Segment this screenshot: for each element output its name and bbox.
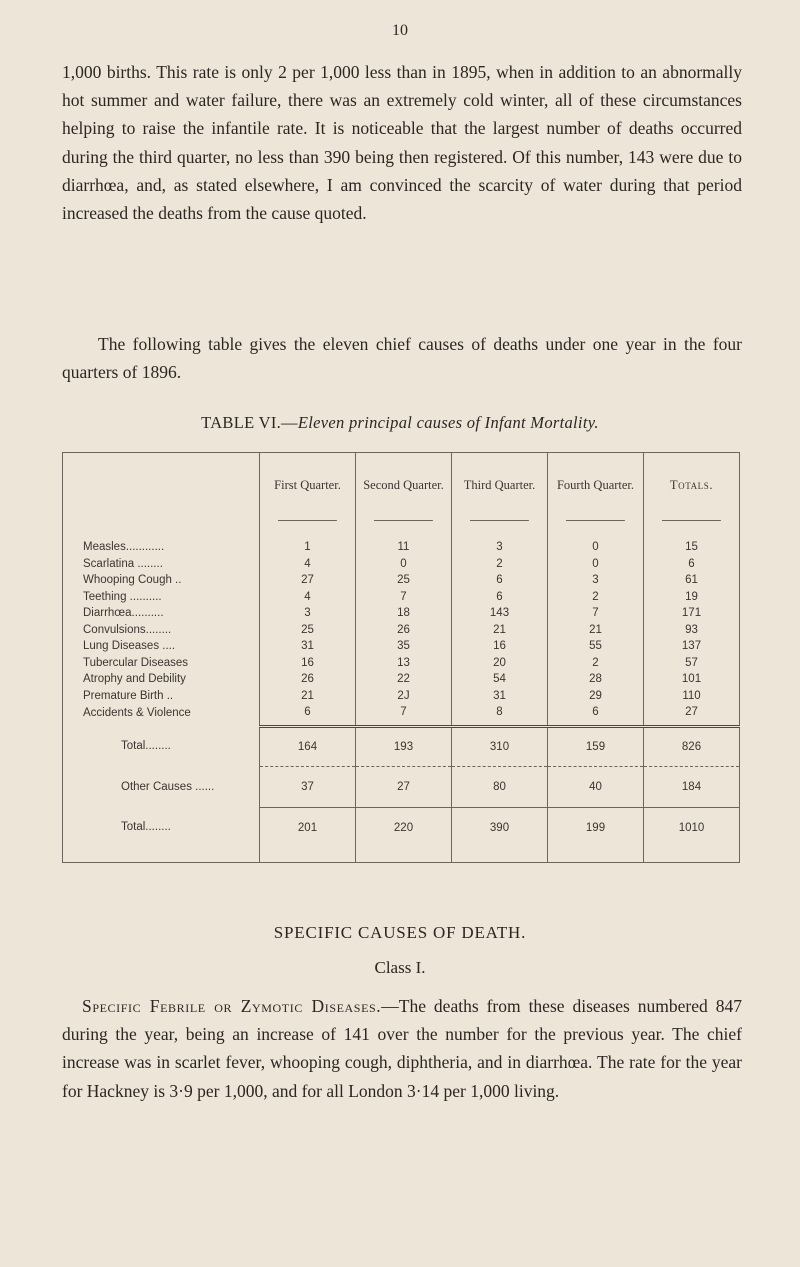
total-label: Total........ <box>121 740 171 752</box>
cause-label: Scarlatina ........ <box>83 557 163 570</box>
cell-value: 27 <box>356 766 452 807</box>
cell-value: 220 <box>356 807 452 848</box>
cell-value: 4 <box>260 589 356 606</box>
cell-value: 11 <box>356 539 452 556</box>
section-heading: SPECIFIC CAUSES OF DEATH. <box>273 923 527 942</box>
cell-value: 0 <box>548 539 644 556</box>
table-row <box>63 572 740 589</box>
cell-value: 25 <box>260 622 356 639</box>
cell-total: 1010 <box>644 807 740 848</box>
cell-value: 20 <box>452 655 548 672</box>
cell-total: 184 <box>644 766 740 807</box>
cell-value: 1 <box>260 539 356 556</box>
table-row <box>63 556 740 573</box>
cell-value: 55 <box>548 638 644 655</box>
cell-value: 31 <box>452 688 548 705</box>
cell-value: 80 <box>452 766 548 807</box>
paragraph-body: —The deaths from these diseases numbered 847 during the year, being an increase of 141 over the number for the previous year. The chief increase was in scarlet fever, whooping cough, diphtheria, and in diarrhœa. The rate for the year for Hackney is 3·9 per 1,000, and for all London 3·14 per 1,000 living. <box>62 996 742 1101</box>
cell-value: 37 <box>260 766 356 807</box>
cell-value: 6 <box>260 704 356 726</box>
cell-total: 110 <box>644 688 740 705</box>
table-row <box>63 605 740 622</box>
cell-value: 18 <box>356 605 452 622</box>
cell-value: 21 <box>452 622 548 639</box>
cell-value: 2J <box>356 688 452 705</box>
cell-total: 171 <box>644 605 740 622</box>
total-row <box>63 726 740 766</box>
cell-value: 13 <box>356 655 452 672</box>
cell-value: 310 <box>452 726 548 766</box>
header-first-quarter: First Quarter. <box>260 453 356 518</box>
paragraph-lead: Specific Febrile or Zymotic Diseases. <box>82 996 382 1016</box>
cell-value: 31 <box>260 638 356 655</box>
cell-value: 6 <box>548 704 644 726</box>
cell-value: 2 <box>548 589 644 606</box>
cell-value: 29 <box>548 688 644 705</box>
cell-value: 199 <box>548 807 644 848</box>
cell-value: 390 <box>452 807 548 848</box>
grand-total-row <box>63 807 740 848</box>
section-subheading: Class I. <box>374 958 426 977</box>
cell-value: 6 <box>452 572 548 589</box>
cell-total: 15 <box>644 539 740 556</box>
grand-total-label: Total........ <box>121 821 171 834</box>
cell-value: 3 <box>548 572 644 589</box>
header-rule-row <box>63 517 740 539</box>
cell-value: 16 <box>452 638 548 655</box>
cell-value: 2 <box>452 556 548 573</box>
table-caption <box>0 413 800 433</box>
cell-value: 28 <box>548 671 644 688</box>
cell-value: 2 <box>548 655 644 672</box>
zymotic-diseases-paragraph <box>62 992 742 1105</box>
table-tail-row <box>63 848 740 863</box>
cell-total: 137 <box>644 638 740 655</box>
cause-label: Measles............ <box>83 541 165 553</box>
table-row <box>63 671 740 688</box>
cause-label: Diarrhœa.......... <box>83 607 164 619</box>
cell-value: 159 <box>548 726 644 766</box>
cell-value: 21 <box>548 622 644 639</box>
table-row <box>63 655 740 672</box>
header-blank <box>63 453 260 518</box>
cause-label: Atrophy and Debility <box>83 673 186 685</box>
cell-total: 101 <box>644 671 740 688</box>
cell-value: 201 <box>260 807 356 848</box>
cell-value: 25 <box>356 572 452 589</box>
table-row <box>63 622 740 639</box>
table-row <box>63 704 740 726</box>
table-header-row <box>63 453 740 518</box>
table-caption-prefix: TABLE VI.— <box>201 413 298 432</box>
header-totals: Totals. <box>644 453 740 518</box>
table-intro-paragraph: The following table gives the eleven chief causes of deaths under one year in the four quarters of 1896. <box>62 334 742 383</box>
cell-total: 19 <box>644 589 740 606</box>
cell-value: 7 <box>356 704 452 726</box>
table-caption-title: Eleven principal causes of Infant Mortality. <box>297 413 599 432</box>
cell-value: 143 <box>452 605 548 622</box>
cell-value: 3 <box>260 605 356 622</box>
cell-value: 0 <box>548 556 644 573</box>
cause-label: Teething .......... <box>83 590 162 603</box>
cell-total: 93 <box>644 622 740 639</box>
infant-mortality-table <box>62 452 740 863</box>
cause-label: Lung Diseases .... <box>83 640 176 652</box>
cause-label: Premature Birth .. <box>83 689 174 702</box>
cell-value: 3 <box>452 539 548 556</box>
cell-value: 26 <box>260 671 356 688</box>
cell-value: 4 <box>260 556 356 573</box>
cell-total: 826 <box>644 726 740 766</box>
table-row <box>63 688 740 705</box>
cell-total: 61 <box>644 572 740 589</box>
cause-label: Convulsions........ <box>83 623 172 636</box>
cell-value: 7 <box>356 589 452 606</box>
cell-value: 0 <box>356 556 452 573</box>
cell-total: 6 <box>644 556 740 573</box>
page-number: 10 <box>392 22 408 39</box>
header-fourth-quarter: Fourth Quarter. <box>548 453 644 518</box>
cell-total: 27 <box>644 704 740 726</box>
cell-total: 57 <box>644 655 740 672</box>
cell-value: 40 <box>548 766 644 807</box>
cell-value: 8 <box>452 704 548 726</box>
cell-value: 6 <box>452 589 548 606</box>
cell-value: 27 <box>260 572 356 589</box>
cell-value: 26 <box>356 622 452 639</box>
cause-label: Tubercular Diseases <box>83 656 189 669</box>
cell-value: 35 <box>356 638 452 655</box>
table-row <box>63 589 740 606</box>
intro-paragraph: 1,000 births. This rate is only 2 per 1,000 less than in 1895, when in addition to an abnormally hot summer and water failure, there was an extremely cold winter, all of these circumstances helping to raise the infantile rate. It is noticeable that the largest number of deaths occurred during the third quarter, no less than 390 being then registered. Of this number, 143 were due to diarrhœa, and, as stated elsewhere, I am convinced the scarcity of water during that period increased the deaths from the cause quoted. <box>62 62 742 224</box>
other-causes-label: Other Causes ...... <box>121 780 215 793</box>
header-second-quarter: Second Quarter. <box>356 453 452 518</box>
cell-value: 16 <box>260 655 356 672</box>
cause-label: Accidents & Violence <box>83 706 191 719</box>
cell-value: 22 <box>356 671 452 688</box>
header-third-quarter: Third Quarter. <box>452 453 548 518</box>
cell-value: 21 <box>260 688 356 705</box>
cell-value: 7 <box>548 605 644 622</box>
cell-value: 54 <box>452 671 548 688</box>
table-row <box>63 539 740 556</box>
cause-label: Whooping Cough .. <box>83 574 182 586</box>
table-row <box>63 638 740 655</box>
cell-value: 193 <box>356 726 452 766</box>
cell-value: 164 <box>260 726 356 766</box>
other-causes-row <box>63 766 740 807</box>
